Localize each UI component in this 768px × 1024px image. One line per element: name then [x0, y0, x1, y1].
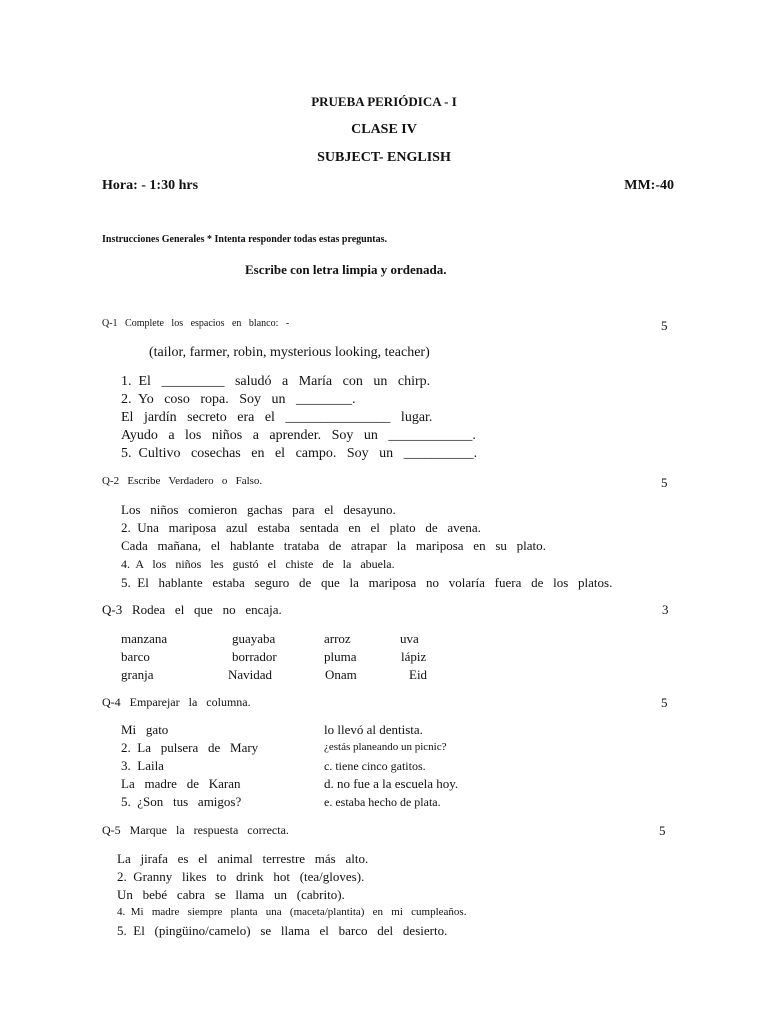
subject-title: SUBJECT- ENGLISH — [317, 150, 451, 165]
q4-left-item: 5. ¿Son tus amigos? — [121, 794, 242, 809]
q2-label: Q-2 Escribe Verdadero o Falso. — [102, 475, 263, 487]
q5-item: 2. Granny likes to drink hot (tea/gloves). — [117, 869, 365, 884]
q3-label: Q-3 Rodea el que no encaja. — [102, 602, 282, 617]
q3-cell: arroz — [324, 631, 351, 646]
q2-item: Cada mañana, el hablante trataba de atrapar la mariposa en su plato. — [121, 538, 546, 553]
test-title: PRUEBA PERIÓDICA - I — [311, 94, 457, 109]
q5-item: Un bebé cabra se llama un (cabrito). — [117, 887, 345, 902]
q2-item: 2. Una mariposa azul estaba sentada en el plato de avena. — [121, 520, 481, 535]
q2-item: 4. A los niños les gustó el chiste de la abuela. — [121, 557, 395, 571]
q1-item: 2. Yo coso ropa. Soy un ________. — [121, 392, 356, 407]
q5-item: 4. Mi madre siempre planta una (maceta/plantita) en mi cumpleaños. — [117, 906, 467, 918]
q2-item: Los niños comieron gachas para el desayuno. — [121, 502, 396, 517]
q5-label: Q-5 Marque la respuesta correcta. — [102, 823, 289, 837]
q1-item: 5. Cultivo cosechas en el campo. Soy un __________. — [121, 446, 478, 461]
q4-label: Q-4 Emparejar la columna. — [102, 695, 251, 709]
q3-cell: Navidad — [228, 667, 273, 682]
neat-writing-note: Escribe con letra limpia y ordenada. — [245, 262, 447, 277]
q5-item: La jirafa es el animal terrestre más alto. — [117, 851, 369, 866]
q4-right-item: ¿estás planeando un picnic? — [324, 741, 447, 753]
q3-cell: granja — [121, 667, 154, 682]
q1-word-bank: (tailor, farmer, robin, mysterious looking, teacher) — [149, 345, 430, 360]
q2-marks: 5 — [661, 475, 668, 490]
q4-left-item: 3. Laila — [121, 758, 164, 773]
q3-cell: Onam — [325, 667, 357, 682]
q3-cell: lápiz — [401, 649, 427, 664]
q4-left-item: Mi gato — [121, 722, 169, 737]
q1-label: Q-1 Complete los espacios en blanco: - — [102, 318, 290, 329]
q3-cell: Eid — [409, 667, 428, 682]
q4-marks: 5 — [661, 695, 668, 710]
q3-marks: 3 — [662, 602, 669, 617]
q1-item: Ayudo a los niños a aprender. Soy un ____________. — [121, 428, 476, 443]
general-instructions: Instrucciones Generales * Intenta responder todas estas preguntas. — [102, 234, 388, 245]
q3-cell: uva — [400, 631, 419, 646]
q2-item: 5. El hablante estaba seguro de que la mariposa no volaría fuera de los platos. — [121, 575, 613, 590]
q1-item: 1. El _________ saludó a María con un chirp. — [121, 374, 431, 389]
q4-right-item: e. estaba hecho de plata. — [324, 795, 441, 809]
q5-item: 5. El (pingüino/camelo) se llama el barco del desierto. — [117, 923, 448, 938]
q3-cell: pluma — [324, 649, 357, 664]
time-label: Hora: - 1:30 hrs — [102, 178, 199, 193]
max-marks: MM:-40 — [624, 178, 674, 193]
q3-cell: borrador — [232, 649, 277, 664]
q1-marks: 5 — [661, 318, 668, 333]
q5-marks: 5 — [659, 823, 666, 838]
q4-right-item: d. no fue a la escuela hoy. — [324, 776, 459, 791]
q4-left-item: La madre de Karan — [121, 776, 241, 791]
q3-cell: barco — [121, 649, 150, 664]
q4-right-item: c. tiene cinco gatitos. — [324, 759, 426, 773]
q3-cell: guayaba — [232, 631, 276, 646]
q4-left-item: 2. La pulsera de Mary — [121, 740, 259, 755]
class-title: CLASE IV — [351, 122, 417, 137]
q3-cell: manzana — [121, 631, 168, 646]
q1-item: El jardín secreto era el _______________ lugar. — [121, 410, 433, 425]
q4-right-item: lo llevó al dentista. — [324, 722, 423, 737]
